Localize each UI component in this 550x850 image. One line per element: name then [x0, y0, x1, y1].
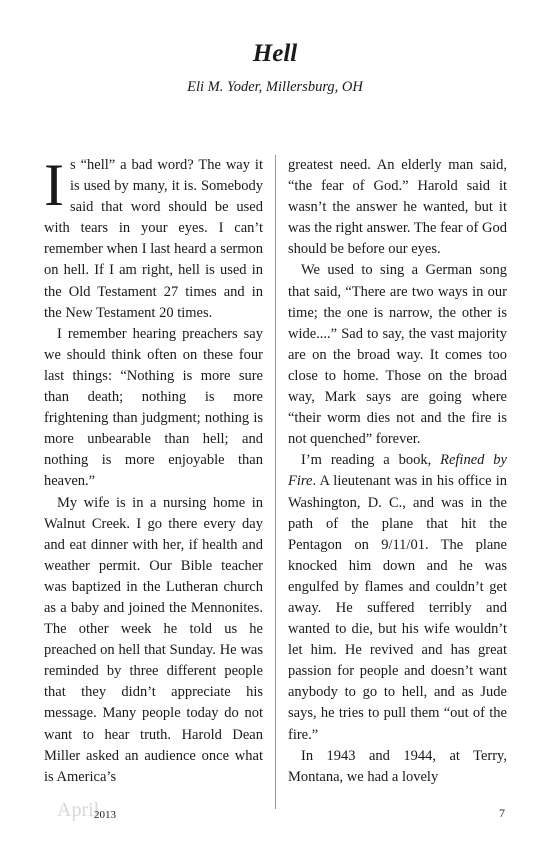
paragraph-2: I remember hearing preachers say we should think often on these four last things: “Nothing is more sure than death; nothing is more frightening than judgment; nothing is more unbearable than hell; and nothing is more enjoyable than heaven.” [44, 325, 263, 490]
paragraph-5-text-b: . A lieutenant was in his office in Washington, D. C., and was in the path of the plane that hit the Pentagon on 9/11/01. The plane knocked him down and he was engulfed by flames and couldn’t get away. He suffered terribly and wanted to die, but his wife wouldn’t let him. He revived and has great passion for people and doesn’t want anybody to go to hell, and as Jude says, he tries to pull them “out of the fire.” [288, 473, 507, 743]
paragraph-4: We used to sing a German song that said, “There are two ways in our time; the one is narrow, the other is wide....” Sad to say, the vast majority are on the broad way. It comes too close to home. Those on the broad way, Mark says are going where “their worm dies not and the fire is not quenched” forever. [288, 262, 507, 448]
page-number: 7 [499, 806, 505, 820]
paragraph-5-text-a: I’m reading a book, [301, 452, 441, 469]
column-divider [275, 155, 276, 809]
article-title: Hell [252, 40, 298, 67]
paragraph-3: My wife is in a nursing home in Walnut Creek. I go there every day and eat dinner with her, if health and weather permit. Our Bible teacher was baptized in the Lutheran church as a baby and joined the Mennonites. The other week he told us he preached on hell that Sunday. He was reminded by three different people that they didn’t appreciate his message. Many people today do not want to hear truth. Harold Dean Miller asked an audience once what is America’s [44, 494, 263, 785]
paragraph-1 [44, 152, 263, 324]
footer-month: April [57, 799, 100, 821]
paragraph-5 [288, 450, 507, 745]
paragraph-3-continued: greatest need. An elderly man said, “the fear of God.” Harold said it wasn’t the answer he wanted, but it was the right answer. The fear of God should be before our eyes. [288, 157, 507, 258]
paragraph-1-text: s “hell” a bad word? The way it is used by many, it is. Somebody said that word should be used with tears in your eyes. I can’t remember when I last heard a sermon on hell. If I am right, hell is used in the Old Testament 27 times and in the New Testament 20 times. [44, 157, 263, 321]
left-column [44, 152, 263, 788]
drop-cap: I [44, 152, 64, 218]
paragraph-6: In 1943 and 1944, at Terry, Montana, we had a lovely [288, 747, 507, 785]
book-title: Refined by Fire [288, 452, 507, 490]
right-column [288, 155, 507, 788]
footer-year: 2013 [94, 809, 116, 821]
article-byline: Eli M. Yoder, Millersburg, OH [187, 79, 363, 95]
